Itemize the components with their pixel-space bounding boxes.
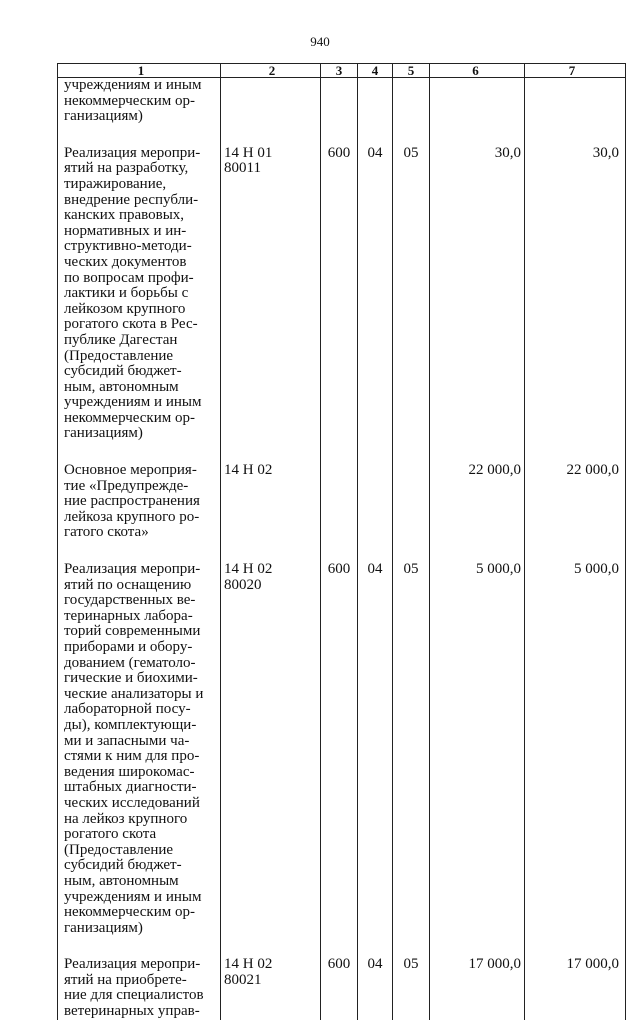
table-row [58, 562, 626, 957]
table-row [58, 78, 626, 146]
table-row [58, 957, 626, 1019]
row-col-7: 22 000,0 [566, 462, 619, 479]
row-code: 14 Н 01 80011 [224, 144, 273, 177]
row-col-7: 17 000,0 [566, 956, 619, 973]
row-col-4: 04 [367, 956, 383, 973]
row-col-6: 5 000,0 [476, 561, 521, 578]
row-col-3: 600 [327, 956, 351, 973]
row-col-7: 5 000,0 [574, 561, 619, 578]
row-name: Реализация меропри- ятий по оснащению государственных ве- теринарных лабора- торий современными приборами и обору- дованием (гематоло- гические и биохими- ческие анализаторы и лабораторной посу- ды), комплектующи- ми и запасными ча- стями к ним для про- ведения широкомас- штабных диагности- ческих исследований на лейкоз крупного рогатого скота (Предоставление субсидий бюджет- ным, автономным учреждениям и иным некоммерческим ор- ганизациям) [64, 561, 204, 936]
row-code: 14 Н 02 80020 [224, 561, 273, 593]
header-col-3: 3 [321, 64, 358, 78]
budget-table [57, 63, 626, 1020]
header-col-4: 4 [358, 64, 393, 78]
row-code: 14 Н 02 80021 [224, 956, 273, 988]
row-name: Реализация меропри- ятий на разработку, тиражирование, внедрение республи- канских правовых, нормативных и ин- структивно-методи- ческих документов по вопросам профи- лактики и борьбы с лейкозом крупного рогатого скота в Рес- публике Дагестан (Предоставление субсидий бюджет- ным, автономным учреждениям и иным некоммерческим ор- ганизациям) [64, 144, 202, 442]
header-col-2: 2 [221, 64, 321, 78]
row-name: Основное мероприя- тие «Предупрежде- ние распространения лейкоза крупного ро- гатого скота» [64, 462, 200, 541]
table-row [58, 146, 626, 463]
row-col-6: 30,0 [494, 144, 521, 161]
header-col-1: 1 [58, 64, 221, 78]
row-col-7: 30,0 [592, 144, 619, 161]
row-col-4: 04 [367, 144, 383, 161]
row-col-5: 05 [403, 561, 419, 578]
header-col-6: 6 [430, 64, 525, 78]
row-name: учреждениям и иным некоммерческим ор- ганизациям) [64, 77, 202, 125]
row-col-4: 04 [367, 561, 383, 578]
row-col-6: 22 000,0 [468, 462, 521, 479]
row-col-3: 600 [327, 561, 351, 578]
page-number: 940 [310, 34, 330, 49]
row-col-5: 05 [403, 144, 419, 161]
table-header-row [58, 64, 626, 78]
row-col-5: 05 [403, 956, 419, 973]
row-code: 14 Н 02 [224, 462, 273, 479]
header-col-7: 7 [525, 64, 626, 78]
row-col-3: 600 [327, 144, 351, 161]
header-col-5: 5 [393, 64, 430, 78]
row-col-6: 17 000,0 [468, 956, 521, 973]
table-row [58, 463, 626, 562]
row-name: Реализация меропри- ятий на приобрете- ние для специалистов ветеринарных управ- [64, 956, 204, 1020]
